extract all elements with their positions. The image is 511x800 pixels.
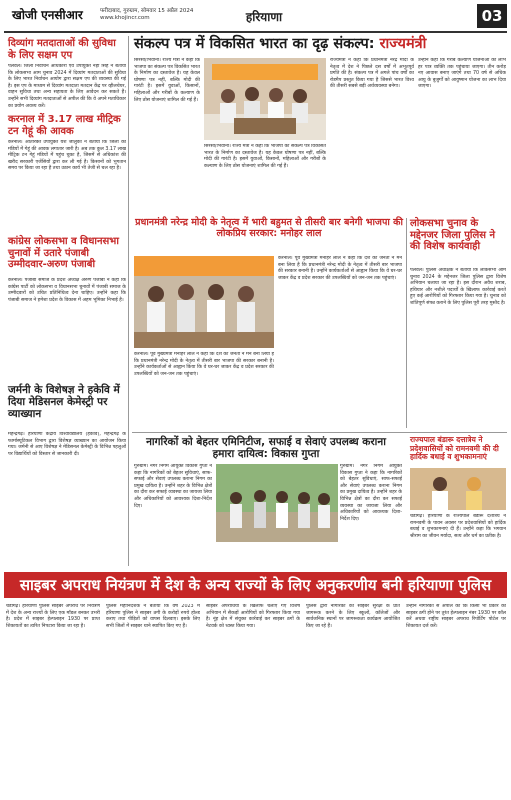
section-rule xyxy=(132,432,507,433)
article-manohar-lal: करनाल। पूर्व मुख्यमंत्री मनोहर लाल ने कहा कि देश की जनता ने मन बना लिया है कि प्रधानमंत्री नरेन्द्र मोदी के नेतृत्व में तीसरी बार भाजपा की सरकार बनानी है। उन्होंने कार्यकर्ताओं से आह्वान किया कि वे घर-घर जाकर केंद्र व प्रदेश सरकार की उपलब्धियों को जन-जन तक पहुंचाएं। xyxy=(278,256,402,281)
page-number: 03 xyxy=(477,4,507,28)
bottom-article-col4: पुलिस द्वारा नागरिकों को साइबर सुरक्षा के प्रति जागरूक करने के लिए स्कूलों, कॉलेजों और सार्वजनिक स्थानों पर जागरूकता कार्यक्रम आयोजित किए जा रहे हैं। xyxy=(306,604,400,629)
manohar-lal-photo xyxy=(134,256,274,348)
masthead-rule xyxy=(4,31,507,33)
lead-article-col1: सिरसा/भिवानी। राज्य मंत्री ने कहा कि भाजपा का संकल्प पत्र विकसित भारत के निर्माण का दस्तावेज है। यह केवल घोषणा पत्र नहीं, बल्कि मोदी की गारंटी है। इसमें युवाओं, किसानों, महिलाओं और गरीबों के कल्याण के लिए ठोस योजनाएं शामिल की गई हैं। xyxy=(134,58,200,103)
article-vikas-gupta-cont: गुरुग्राम। नगर निगम आयुक्त विकास गुप्ता ने कहा कि नागरिकों को बेहतर सुविधाएं, साफ-सफाई और सेवाएं उपलब्ध कराना निगम का प्रमुख दायित्व है। उन्होंने शहर के विभिन्न क्षेत्रों का दौरा कर सफाई व्यवस्था का जायजा लिया और अधिकारियों को आवश्यक दिशा-निर्देश दिए। xyxy=(340,464,402,522)
bottom-article-col5: उन्होंने नागरिकों से अपील की कि किसी भी प्रकार की साइबर ठगी होने पर तुरंत हेल्पलाइन नंबर 1930 पर कॉल करें अथवा राष्ट्रीय साइबर अपराध रिपोर्टिंग पोर्टल पर शिकायत दर्ज करें। xyxy=(406,604,506,629)
column-divider xyxy=(128,36,129,566)
article-german-expert: महेन्द्रगढ़। हरियाणा केंद्रीय विश्वविद्यालय (हकेवि), महेन्द्रगढ़ के फार्मास्यूटिकल विभाग द्वारा विशेषज्ञ व्याख्यान का आयोजन किया गया। जर्मनी से आए विशेषज्ञ ने मेडिसनल केमेस्ट्री के विभिन्न पहलुओं पर विद्यार्थियों को विस्तार से जानकारी दी। xyxy=(8,432,126,457)
headline-congress: कांग्रेस लोकसभा व विधानसभा चुनावों में उतारे पंजाबी उम्मीदवार-अरुण पंजाबी xyxy=(8,236,119,270)
lead-article-col2: सिरसा/भिवानी। राज्य मंत्री ने कहा कि भाजपा का संकल्प पत्र विकसित भारत के निर्माण का दस्तावेज है। यह केवल घोषणा पत्र नहीं, बल्कि मोदी की गारंटी है। इसमें युवाओं, किसानों, महिलाओं और गरीबों के कल्याण के लिए ठोस योजनाएं शामिल की गई हैं। xyxy=(204,144,326,169)
bottom-article-col1: चंडीगढ़। हरियाणा पुलिस साइबर अपराध पर नियंत्रण में देश के अन्य राज्यों के लिए एक मॉडल बनकर उभरी है। प्रदेश में साइबर हेल्पलाइन 1930 पर प्राप्त शिकायतों का त्वरित निपटारा किया जा रहा है। xyxy=(6,604,100,629)
article-congress: करनाल। पंजाबी समाज के प्रदेश अध्यक्ष अरुण पंजाबी ने कहा कि कांग्रेस पार्टी को लोकसभा व विधानसभा चुनावों में पंजाबी समाज के उम्मीदवारों को उचित प्रतिनिधित्व देना चाहिए। उन्होंने कहा कि पंजाबी समाज ने हमेशा प्रदेश के विकास में अहम भूमिका निभाई है। xyxy=(8,278,126,303)
brand-name: खोजी एनसीआर xyxy=(12,8,83,22)
headline-police-election: लोकसभा चुनाव के मद्देनजर जिला पुलिस ने की विशेष कार्यवाही xyxy=(410,218,496,252)
section-title: हरियाणा xyxy=(245,10,283,24)
masthead xyxy=(4,4,507,30)
date-line xyxy=(100,8,193,22)
lead-headline-main: संकल्प पत्र में विकसित भारत का दृढ़ संकल्प: xyxy=(134,36,380,52)
article-karnal-wheat: करनाल। अतिरिक्त उपायुक्त यश जालुका ने बताया कि जिला की मंडियों में गेहूं की आवक लगातार जारी है। अब तक कुल 3.17 लाख मीट्रिक टन गेहूं मंडियों में पहुंच चुका है, जिसमें से अधिकांश की खरीद सरकारी एजेंसियों द्वारा कर ली गई है। किसानों को भुगतान समय पर किया जा रहा है तथा उठान कार्य भी तेजी से चल रहा है। xyxy=(8,140,126,172)
bottom-article-col3: साइबर अपराधियों के खिलाफ चलाए गए विशेष अभियान में सैकड़ों आरोपियों को गिरफ्तार किया गया है। नूंह क्षेत्र में संयुक्त कार्रवाई कर साइबर ठगों के नेटवर्क को ध्वस्त किया गया। xyxy=(206,604,300,629)
headline-vikas-gupta: नागरिकों को बेहतर एमिनिटीज, सफाई व सेवाएं उपलब्ध कराना हमारा दायित्व: विकास गुप्ता xyxy=(146,436,386,461)
column-divider-right xyxy=(406,218,407,428)
lead-headline xyxy=(134,36,504,53)
bottom-article-col2: पुलिस महानिदेशक ने बताया कि वर्ष 2023 में हरियाणा पुलिस ने साइबर ठगी के करोड़ों रुपये होल्ड कराए तथा पीड़ितों को वापस दिलवाए। इसके लिए सभी जिलों में साइबर थाने स्थापित किए गए हैं। xyxy=(106,604,200,629)
article-governor: चंडीगढ़। हरियाणा के राज्यपाल बंडारू दत्तात्रेय ने रामनवमी के पावन अवसर पर प्रदेशवासियों को हार्दिक बधाई व शुभकामनाएं दी हैं। उन्होंने कहा कि भगवान श्रीराम का जीवन मर्यादा, सत्य और धर्म का प्रतीक है। xyxy=(410,514,506,539)
headline-manohar-lal: प्रधानमंत्री नरेन्द्र मोदी के नेतृत्व में भारी बहुमत से तीसरी बार बनेगी भाजपा की लोकप्रिय सरकार: मनोहर लाल xyxy=(135,217,403,239)
lead-headline-accent: राज्यमंत्री xyxy=(379,36,427,52)
lead-article-col4: उन्होंने कहा कि गरीब कल्याण योजनाओं का लाभ हर पात्र व्यक्ति तक पहुंचाया जाएगा। तीन करोड़ नए आवास बनाए जाएंगे तथा 70 वर्ष से अधिक आयु के बुजुर्गों को आयुष्मान योजना का लाभ दिया जाएगा। xyxy=(418,58,506,90)
cyber-crime-banner: साइबर अपराध नियंत्रण में देश के अन्य राज्यों के लिए अनुकरणीय बनी हरियाणा पुलिस xyxy=(4,572,507,598)
headline-karnal-wheat: करनाल में 3.17 लाख मीट्रिक टन गेहूं की आवक xyxy=(8,114,121,137)
headline-governor: राज्यपाल बंडारू दत्तात्रेय ने प्रदेशवासियों को रामनवमी की दी हार्दिक बधाई व शुभकामनाएं xyxy=(410,435,499,462)
website-text: www.khojincr.com xyxy=(100,15,150,21)
headline-german-expert: जर्मनी के विशेषज्ञ ने हकेवि में दिया मेडिसनल केमेस्ट्री पर व्याख्यान xyxy=(8,384,120,421)
article-manohar-lal-cont: करनाल। पूर्व मुख्यमंत्री मनोहर लाल ने कहा कि देश की जनता ने मन बना लिया है कि प्रधानमंत्री नरेन्द्र मोदी के नेतृत्व में तीसरी बार भाजपा की सरकार बनानी है। उन्होंने कार्यकर्ताओं से आह्वान किया कि वे घर-घर जाकर केंद्र व प्रदेश सरकार की उपलब्धियों को जन-जन तक पहुंचाएं। xyxy=(134,352,274,377)
governor-photo xyxy=(410,468,506,510)
article-divyang: पलवल। जिला निर्वाचन अधिकारी एवं उपायुक्त नेहा सिंह ने बताया कि लोकसभा आम चुनाव 2024 में दिव्यांग मतदाताओं की सुविधा के लिए भारत निर्वाचन आयोग द्वारा सक्षम एप की व्यवस्था की गई है। इस एप के माध्यम से दिव्यांग मतदाता मतदान केंद्र पर व्हीलचेयर, वाहन सुविधा तथा अन्य सहायता के लिए आवेदन कर सकते हैं। उन्होंने सभी दिव्यांग मतदाताओं से अपील की कि वे अपने मताधिकार का प्रयोग अवश्य करें। xyxy=(8,64,126,109)
lead-photo xyxy=(204,58,326,140)
lead-article-col3: राज्यमंत्री ने कहा कि प्रधानमंत्री नरेंद्र मोदी के नेतृत्व में देश ने पिछले दस वर्षों में अभूतपूर्व प्रगति की है। संकल्प पत्र में अगले पांच वर्षों का रोडमैप प्रस्तुत किया गया है जिससे भारत विश्व की तीसरी सबसे बड़ी अर्थव्यवस्था बनेगा। xyxy=(330,58,414,90)
date-text: फरीदाबाद, गुरुग्राम, सोमवार 15 अप्रैल 2024 xyxy=(100,8,194,14)
article-police-election: पलवल। पुलिस अधीक्षक ने बताया कि लोकसभा आम चुनाव 2024 के मद्देनजर जिला पुलिस द्वारा विशेष अभियान चलाया जा रहा है। इस दौरान अवैध शराब, हथियार और नशीले पदार्थों के खिलाफ कार्रवाई करते हुए कई आरोपियों को गिरफ्तार किया गया है। चुनाव को शांतिपूर्ण संपन्न कराने के लिए पुलिस पूरी तरह मुस्तैद है। xyxy=(410,268,506,306)
article-vikas-gupta: गुरुग्राम। नगर निगम आयुक्त विकास गुप्ता ने कहा कि नागरिकों को बेहतर सुविधाएं, साफ-सफाई और सेवाएं उपलब्ध कराना निगम का प्रमुख दायित्व है। उन्होंने शहर के विभिन्न क्षेत्रों का दौरा कर सफाई व्यवस्था का जायजा लिया और अधिकारियों को आवश्यक दिशा-निर्देश दिए। xyxy=(134,464,212,509)
headline-divyang: दिव्यांग मतदाताओं की सुविधा के लिए सक्षम एप xyxy=(8,38,116,61)
vikas-gupta-photo xyxy=(216,464,338,542)
